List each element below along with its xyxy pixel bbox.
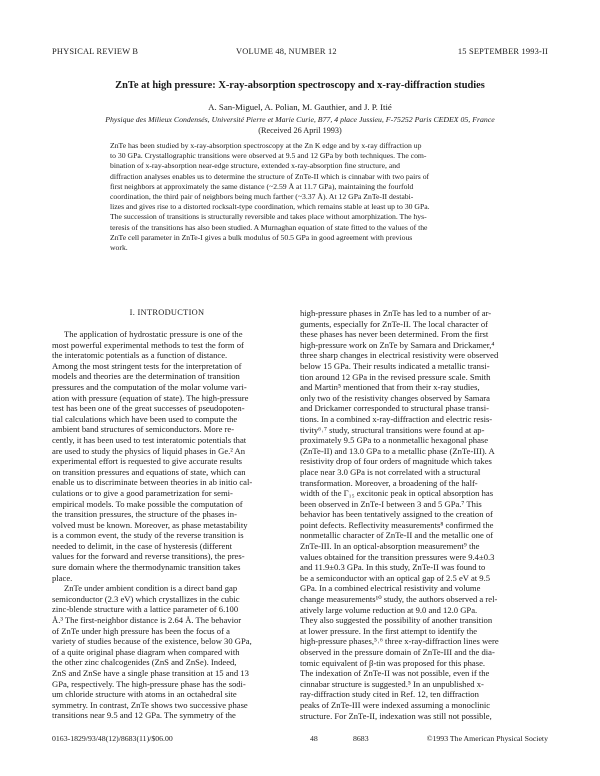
volume-page: 48 bbox=[310, 734, 318, 743]
text-line: work. bbox=[110, 243, 128, 253]
text-line: proximately 9.5 GPa to a nonmetallic hexagonal phase bbox=[300, 435, 489, 446]
text-line: three sharp changes in electrical resistivity were observed bbox=[300, 350, 499, 361]
article-code: 0163-1829/93/48(12)/8683(11)/$06.00 bbox=[52, 734, 173, 743]
text-line: values obtained for the transition pressures were 9.4±0.3 bbox=[300, 551, 495, 562]
text-line: transformation. Moreover, a broadening of the half- bbox=[300, 477, 478, 488]
text-line: Å.³ The first-neighbor distance is 2.64 Å. The behavior bbox=[52, 615, 242, 626]
text-line: um chloride structure with atoms in an octahedral site bbox=[52, 689, 237, 700]
text-line: needed to delimit, in the case of hysteresis (different bbox=[52, 540, 233, 551]
left-column bbox=[52, 308, 282, 721]
text-line: culations or to give a good parametrization for semi- bbox=[52, 487, 233, 498]
text-line: peaks of ZnTe-III were indexed assuming a monoclinic bbox=[300, 699, 491, 710]
text-line: on transition pressures and equations of state, which can bbox=[52, 466, 246, 477]
text-line: teresis of the transitions has also been studied. A Murnaghan equation of state fitted to the values of the bbox=[110, 222, 428, 232]
text-line: lizes and gives rise to a distorted rocksalt-type coordination, which remains stable at least up to 30 GPa. bbox=[110, 202, 430, 212]
text-line: ation with pressure (equation of state). The high-pressure bbox=[52, 392, 249, 403]
text-line: are used to study the physics of liquid phases in Ge.² An bbox=[52, 445, 246, 456]
text-line: high-pressure work on ZnTe by Samara and Drickamer,⁴ bbox=[300, 339, 495, 350]
text-line: guments, especially for ZnTe-II. The local character of bbox=[300, 318, 488, 329]
text-line: empirical models. To make possible the computation of bbox=[52, 498, 243, 509]
text-line: test has been one of the great successes of pseudopoten- bbox=[52, 403, 245, 414]
text-line: tomic equivalent of β-tin was proposed for this phase. bbox=[300, 657, 486, 668]
text-line: these phases has never been determined. From the first bbox=[300, 329, 489, 340]
text-line: first neighbors at approximately the same distance (~2.59 Å at 11.7 GPa), maintaining the fourfold bbox=[110, 181, 414, 191]
text-line: below 15 GPa. Their results indicated a metallic transi- bbox=[300, 360, 490, 371]
text-line: only two of the resistivity changes observed by Samara bbox=[300, 392, 490, 403]
page-number: 8683 bbox=[353, 734, 369, 743]
text-line: tivity⁶˒⁷ study, structural transitions were found at ap- bbox=[300, 424, 485, 435]
left-column-text bbox=[52, 329, 282, 721]
text-line: behavior has been tentatively assigned to the creation of bbox=[300, 509, 493, 520]
text-line: Among the most stringent tests for the interpretation of bbox=[52, 360, 242, 371]
text-line: The succession of transitions is structurally reversible and takes place without amorphization. The hys- bbox=[110, 212, 427, 222]
text-line: diffraction analyses enables us to determine the structure of ZnTe-II which is cinnabar with two pairs of bbox=[110, 171, 430, 181]
text-line: observed in the pressure domain of ZnTe-III and the dia- bbox=[300, 647, 495, 657]
text-line: zinc-blende structure with a lattice parameter of 6.100 bbox=[52, 604, 239, 615]
text-line: point defects. Reflectivity measurements⁸ confirmed the bbox=[300, 519, 494, 530]
right-column bbox=[300, 308, 548, 721]
text-line: sure domain where the thermodynamic transition takes bbox=[52, 562, 241, 573]
affiliation: Physique des Milieux Condensés, Université Pierre et Marie Curie, B77, 4 place Jussieu, F-75252 Paris CEDEX 05, France bbox=[105, 115, 495, 124]
text-line: coordination, the third pair of neighbors being much farther (~3.37 Å). At 12 GPa ZnTe-II destabi- bbox=[110, 192, 414, 202]
text-line: bination of x-ray-absorption near-edge structure, extended x-ray-absorption fine structure, and bbox=[110, 161, 400, 171]
text-line: (ZnTe-II) and 13.0 GPa to a metallic phase (ZnTe-III). A bbox=[300, 445, 495, 456]
running-header bbox=[52, 47, 548, 59]
text-line: atively large volume reduction at 9.0 and 12.0 GPa. bbox=[300, 604, 478, 615]
abstract bbox=[110, 141, 495, 253]
text-line: GPa, respectively. The high-pressure phase has the sodi- bbox=[52, 678, 246, 689]
text-line: tion around 12 GPa in the revised pressure scale. Smith bbox=[300, 371, 491, 382]
text-line: width of the Γ₁₅ excitonic peak in optical absorption has bbox=[300, 488, 494, 499]
text-line: cinnabar structure is suggested.⁵ In an unpublished x- bbox=[300, 678, 484, 689]
text-line: tions. In a combined x-ray-diffraction and electric resis- bbox=[300, 413, 493, 424]
text-line: volved must be known. Moreover, as phase metastability bbox=[52, 519, 248, 530]
text-line: ZnTe cell parameter in ZnTe-I gives a bulk modulus of 50.5 GPa in good agreement with previous bbox=[110, 232, 413, 242]
text-line: the transition pressures, the structure of the phases in- bbox=[52, 509, 237, 520]
issue-date: 15 SEPTEMBER 1993-II bbox=[457, 47, 548, 56]
text-line: transitions near 9.5 and 12 GPa. The symmetry of the bbox=[52, 710, 236, 721]
text-line: and 11.9±0.3 GPa. In this study, ZnTe-II was found to bbox=[300, 562, 486, 573]
text-line: ray-diffraction study cited in Ref. 12, ten diffraction bbox=[300, 689, 479, 700]
text-line: and Martin⁵ mentioned that from their x-ray studies, bbox=[300, 382, 480, 393]
text-line: most powerful experimental methods to test the form of bbox=[52, 339, 244, 350]
text-line: high-pressure phases in ZnTe has led to a number of ar- bbox=[300, 308, 492, 318]
author-list: A. San-Miguel, A. Polian, M. Gauthier, and J. P. Itié bbox=[208, 102, 392, 112]
copyright-notice: ©1993 The American Physical Society bbox=[426, 734, 548, 743]
text-line: tial calculations which have been used to compute the bbox=[52, 413, 238, 424]
text-line: the other zinc chalcogenides (ZnS and ZnSe). Indeed, bbox=[52, 657, 237, 668]
right-column-text bbox=[300, 308, 548, 721]
text-line: and Drickamer corresponded to structural phase transi- bbox=[300, 403, 489, 414]
text-line: resistivity drop of four orders of magnitude which takes bbox=[300, 456, 492, 467]
text-line: to 30 GPa. Crystallographic transitions were observed at 9.5 and 12 GPa by both techniques. The com- bbox=[110, 151, 427, 161]
text-line: high-pressure phases,⁵˒⁶ three x-ray-diffraction lines were bbox=[300, 636, 499, 647]
paper-title: ZnTe at high pressure: X-ray-absorption spectroscopy and x-ray-diffraction studies bbox=[115, 80, 485, 91]
text-line: The application of hydrostatic pressure is one of the bbox=[64, 329, 243, 339]
section-heading: I. INTRODUCTION bbox=[129, 308, 205, 317]
text-line: ZnTe has been studied by x-ray-absorption spectroscopy at the Zn K edge and by x-ray diffraction up bbox=[110, 141, 422, 150]
text-line: enable us to discriminate between theories in ab initio cal- bbox=[52, 477, 253, 488]
text-line: They also suggested the possibility of another transition bbox=[300, 615, 493, 626]
text-line: cently, it has been used to test interatomic potentials that bbox=[52, 434, 247, 445]
received-date: (Received 26 April 1993) bbox=[258, 126, 342, 135]
text-line: pressures and the computation of the molar volume vari- bbox=[52, 381, 247, 392]
text-line: models and theories are the determination of transition bbox=[52, 371, 240, 382]
text-line: change measurements¹⁰ study, the authors observed a rel- bbox=[300, 594, 498, 605]
text-line: of ZnTe under high pressure has been the focus of a bbox=[52, 625, 230, 636]
text-line: variety of studies because of the existence, below 30 GPa, bbox=[52, 636, 252, 647]
text-line: ZnS and ZnSe have a single phase transition at 15 and 13 bbox=[52, 668, 249, 678]
text-line: ZnTe under ambient condition is a direct band gap bbox=[64, 583, 238, 594]
journal-name: PHYSICAL REVIEW B bbox=[52, 47, 139, 56]
text-line: values for the forward and reverse transitions), the pres- bbox=[52, 551, 245, 562]
text-line: GPa. In a combined electrical resistivity and volume bbox=[300, 583, 481, 594]
text-line: been observed in ZnTe-I between 3 and 5 GPa.⁷ This bbox=[300, 498, 482, 509]
text-line: structure. For ZnTe-II, indexation was still not possible, bbox=[300, 710, 492, 721]
page-footer bbox=[52, 734, 548, 746]
text-line: place. bbox=[52, 572, 73, 583]
text-line: ZnTe-III. In an optical-absorption measurement⁹ the bbox=[300, 541, 480, 552]
text-line: nonmetallic character of ZnTe-II and the metallic one of bbox=[300, 530, 494, 541]
text-line: semiconductor (2.3 eV) which crystallizes in the cubic bbox=[52, 593, 240, 604]
text-line: The indexation of ZnTe-II was not possible, even if the bbox=[300, 668, 490, 679]
text-line: experimental effort is requested to give accurate results bbox=[52, 456, 243, 467]
text-line: symmetry. In contrast, ZnTe shows two successive phase bbox=[52, 699, 248, 710]
volume-number: VOLUME 48, NUMBER 12 bbox=[236, 47, 337, 56]
text-line: be a semiconductor with an optical gap of 2.5 eV at 9.5 bbox=[300, 572, 491, 583]
text-line: of a quite original phase diagram when compared with bbox=[52, 646, 240, 657]
text-line: the interatomic potentials as a function of distance. bbox=[52, 350, 228, 361]
text-line: is a common event, the study of the reverse transition is bbox=[52, 530, 244, 541]
text-line: ambient band structures of semiconductors. More re- bbox=[52, 424, 235, 435]
text-line: at lower pressure. In the first attempt to identify the bbox=[300, 625, 478, 636]
text-line: place near 3.0 GPa is not correlated with a structural bbox=[300, 466, 481, 477]
